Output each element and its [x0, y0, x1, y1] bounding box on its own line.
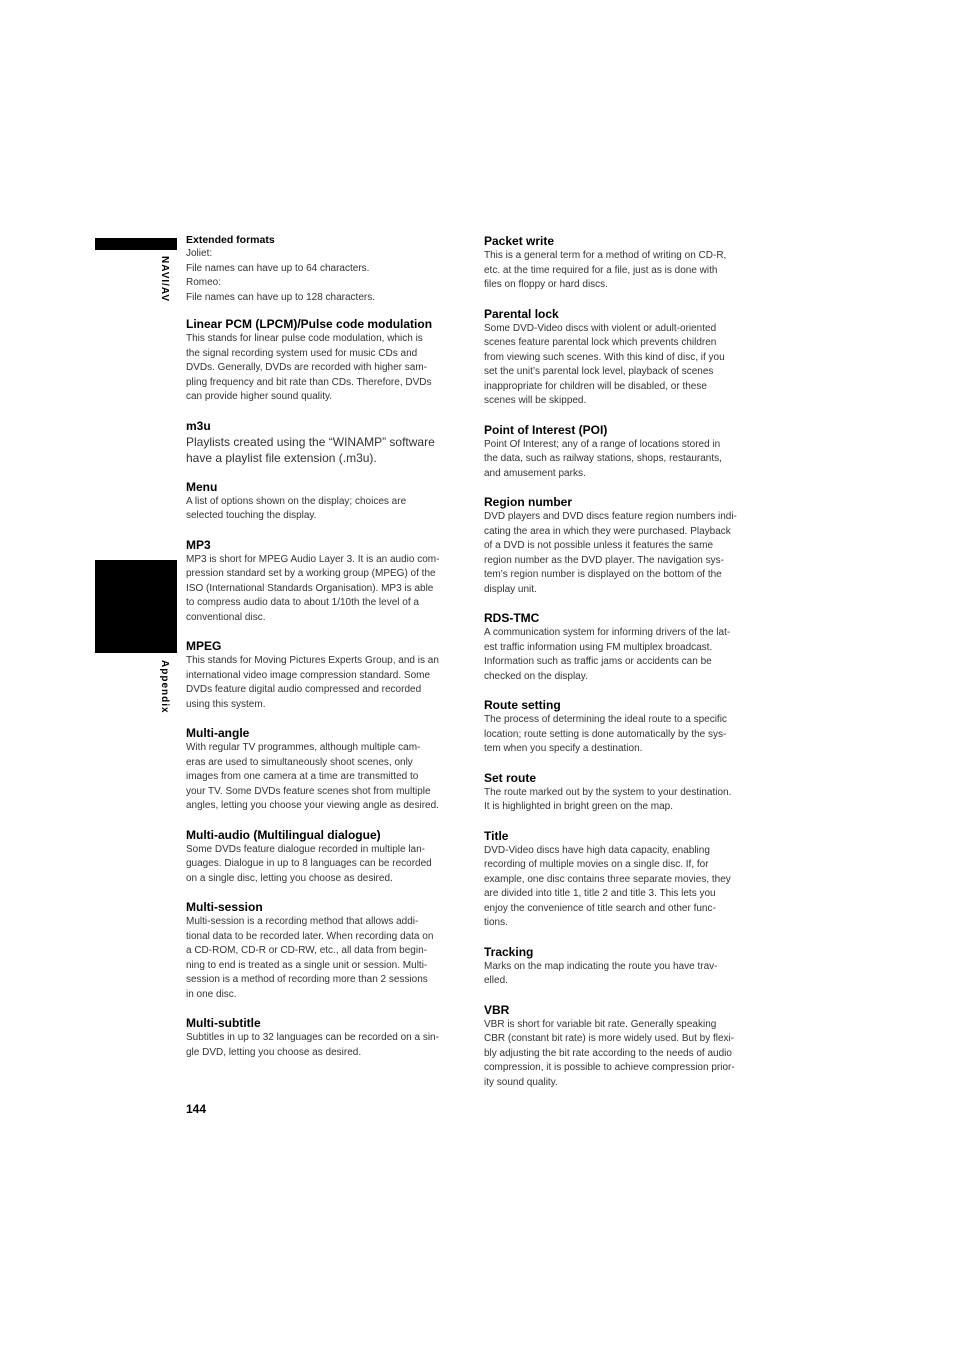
glossary-definition-line: cating the area in which they were purchased. Playback: [484, 525, 731, 537]
glossary-definition-line: are divided into title 1, title 2 and title 3. This lets you: [484, 888, 716, 899]
glossary-term: Title: [484, 828, 509, 843]
glossary-entry-vbr: [484, 1003, 762, 1091]
glossary-entry-menu: [186, 480, 464, 524]
glossary-entry-mpeg: [186, 639, 464, 712]
glossary-definition-line: a CD-ROM, CD-R or CD-RW, etc., all data from begin-: [186, 945, 427, 956]
glossary-definition-line: to compress audio data to about 1/10th the level of a: [186, 597, 419, 608]
glossary-definition-line: guages. Dialogue in up to 8 languages can be recorded: [186, 858, 432, 869]
glossary-definition-line: DVDs. Generally, DVDs are recorded with higher sam-: [186, 362, 428, 373]
glossary-definition-line: of a DVD is not possible unless it features the same: [484, 540, 714, 551]
glossary-definition-line: region number as the DVD player. The navigation sys-: [484, 554, 724, 566]
glossary-term: Multi-audio (Multilingual dialogue): [186, 827, 381, 842]
glossary-term: Route setting: [484, 698, 561, 712]
glossary-entry-title: [484, 829, 762, 931]
glossary-term: Set route: [484, 770, 537, 785]
glossary-definition-line: session is a method of recording more than 2 sessions: [186, 974, 428, 985]
glossary-definition-line: in one disc.: [186, 988, 237, 1000]
glossary-definition-line: compression, it is possible to achieve compression prior-: [484, 1062, 735, 1073]
glossary-term: Packet write: [484, 234, 555, 248]
glossary-entry-mp3: [186, 538, 464, 626]
glossary-definition-line: etc. at the time required for a file, just as is done with: [484, 264, 718, 276]
glossary-definition-line: gle DVD, letting you choose as desired.: [186, 1046, 362, 1058]
glossary-definition-line: With regular TV programmes, although multiple cam-: [186, 742, 421, 753]
glossary-definition-line: DVDs feature digital audio compressed and recorded: [186, 684, 422, 695]
glossary-definition-line: ity sound quality.: [484, 1076, 558, 1088]
glossary-entry-linear-pcm-lpcm-pulse-code-modulation: [186, 317, 464, 405]
glossary-definition-line: A communication system for informing drivers of the lat-: [484, 627, 731, 638]
appendix-tab-label: Appendix: [159, 660, 170, 714]
glossary-entry-route-setting: [484, 698, 762, 757]
glossary-term: Menu: [186, 479, 218, 494]
glossary-definition-line: Some DVDs feature dialogue recorded in multiple lan-: [186, 843, 426, 855]
glossary-definition-line: the data, such as railway stations, shops, restaurants,: [484, 453, 722, 464]
extended-formats-line: File names can have up to 64 characters.: [186, 262, 370, 274]
glossary-definition-line: have a playlist file extension (.m3u).: [186, 450, 377, 465]
glossary-term: Multi-angle: [186, 726, 250, 740]
glossary-definition-line: checked on the display.: [484, 670, 588, 682]
glossary-definition-line: using this system.: [186, 698, 266, 710]
glossary-definition-line: example, one disc contains three separate movies, they: [484, 873, 731, 885]
glossary-definition-line: est traffic information using FM multiplex broadcast.: [484, 641, 713, 653]
glossary-definition-line: The process of determining the ideal route to a specific: [484, 714, 727, 725]
glossary-term: VBR: [484, 1002, 510, 1017]
left-column: [186, 234, 464, 1074]
glossary-entry-tracking: [484, 945, 762, 989]
appendix-tab-bar: [95, 560, 177, 653]
glossary-definition-line: files on floppy or hard discs.: [484, 279, 608, 290]
glossary-entry-region-number: [484, 495, 762, 597]
glossary-definition-line: enjoy the convenience of title search and other func-: [484, 902, 716, 914]
page-number: 144: [186, 1102, 207, 1116]
glossary-definition-line: ning to end is treated as a single unit or session. Multi-: [186, 959, 428, 971]
glossary-entry-packet-write: [484, 234, 762, 293]
glossary-term: Multi-session: [186, 900, 263, 914]
glossary-definition-line: pression standard set by a working group (MPEG) of the: [186, 568, 436, 579]
extended-formats-line: Romeo:: [186, 277, 222, 288]
glossary-definition-line: eras are used to simultaneously shoot scenes, only: [186, 756, 413, 768]
right-glossary-list: [484, 234, 762, 1090]
glossary-definition-line: This is a general term for a method of writing on CD-R,: [484, 250, 727, 261]
glossary-definition-line: Marks on the map indicating the route you have trav-: [484, 960, 718, 972]
extended-formats-entry: [186, 234, 464, 305]
glossary-term: Region number: [484, 495, 573, 509]
glossary-definition-line: on a single disc, letting you choose as desired.: [186, 872, 393, 884]
glossary-definition-line: VBR is short for variable bit rate. Generally speaking: [484, 1018, 717, 1030]
extended-formats-line: File names can have up to 128 characters.: [186, 291, 375, 303]
glossary-term: Linear PCM (LPCM)/Pulse code modulation: [186, 317, 433, 331]
glossary-term: Point of Interest (POI): [484, 422, 608, 437]
glossary-definition-line: The route marked out by the system to your destination.: [484, 786, 732, 798]
glossary-term: MPEG: [186, 639, 222, 653]
glossary-definition-line: selected touching the display.: [186, 510, 317, 521]
glossary-definition-line: Some DVD-Video discs with violent or adult-oriented: [484, 322, 717, 334]
glossary-definition-line: the signal recording system used for music CDs and: [186, 347, 418, 359]
glossary-definition-line: tions.: [484, 917, 508, 928]
glossary-definition-line: can provide higher sound quality.: [186, 391, 333, 402]
glossary-term: Parental lock: [484, 306, 559, 321]
glossary-term: MP3: [186, 537, 211, 552]
glossary-definition-line: This stands for Moving Pictures Experts Group, and is an: [186, 655, 439, 666]
glossary-definition-line: Point Of Interest; any of a range of locations stored in: [484, 438, 721, 450]
glossary-entry-point-of-interest-poi: [484, 423, 762, 482]
glossary-entry-rds-tmc: [484, 611, 762, 684]
navi-av-tab-label: NAVI/AV: [159, 256, 170, 303]
navi-av-tab-bar: [95, 238, 177, 250]
right-column: [484, 234, 762, 1104]
glossary-definition-line: Multi-session is a recording method that allows addi-: [186, 916, 419, 927]
glossary-definition-line: pling frequency and bit rate than CDs. Therefore, DVDs: [186, 376, 432, 388]
glossary-definition-line: scenes will be skipped.: [484, 395, 587, 406]
glossary-entry-m3u: [186, 419, 464, 466]
glossary-definition-line: conventional disc.: [186, 611, 266, 623]
glossary-definition-line: This stands for linear pulse code modulation, which is: [186, 333, 423, 344]
glossary-definition-line: location; route setting is done automatically by the sys-: [484, 728, 727, 740]
glossary-definition-line: elled.: [484, 975, 508, 986]
glossary-definition-line: CBR (constant bit rate) is more widely used. But by flexi-: [484, 1033, 735, 1044]
glossary-entry-multi-subtitle: [186, 1016, 464, 1060]
glossary-entry-multi-audio-multilingual-dialogue: [186, 828, 464, 887]
glossary-definition-line: bly adjusting the bit rate according to the needs of audio: [484, 1047, 732, 1059]
glossary-term: Tracking: [484, 944, 534, 959]
glossary-entry-multi-session: [186, 900, 464, 1002]
glossary-definition-line: tem’s region number is displayed on the bottom of the: [484, 569, 722, 580]
glossary-definition-line: and amusement parks.: [484, 467, 586, 479]
extended-formats-line: Joliet:: [186, 248, 213, 259]
glossary-definition-line: Subtitles in up to 32 languages can be recorded on a sin-: [186, 1032, 439, 1043]
glossary-definition-line: Information such as traffic jams or accidents can be: [484, 656, 712, 667]
glossary-definition-line: images from one camera at a time are transmitted to: [186, 771, 419, 782]
glossary-definition-line: A list of options shown on the display; choices are: [186, 495, 407, 507]
glossary-term: m3u: [186, 418, 211, 433]
glossary-definition-line: recording of multiple movies on a single disc. If, for: [484, 859, 709, 870]
glossary-definition-line: scenes feature parental lock which prevents children: [484, 337, 717, 348]
glossary-definition-line: Playlists created using the “WINAMP” software: [186, 434, 435, 449]
glossary-definition-line: ISO (International Standards Organisation). MP3 is able: [186, 582, 434, 594]
glossary-definition-line: tem when you specify a destination.: [484, 743, 643, 754]
glossary-definition-line: MP3 is short for MPEG Audio Layer 3. It is an audio com-: [186, 553, 440, 565]
glossary-term: Multi-subtitle: [186, 1016, 261, 1030]
glossary-definition-line: inappropriate for children will be disabled, or these: [484, 380, 707, 392]
glossary-definition-line: your TV. Some DVDs feature scenes shot from multiple: [186, 785, 431, 797]
glossary-definition-line: from viewing such scenes. With this kind of disc, if you: [484, 351, 725, 363]
left-glossary-list: [186, 317, 464, 1060]
glossary-definition-line: DVD players and DVD discs feature region numbers indi-: [484, 511, 737, 522]
glossary-definition-line: It is highlighted in bright green on the map.: [484, 801, 674, 812]
glossary-term: RDS-TMC: [484, 611, 540, 625]
glossary-definition-line: angles, letting you choose your viewing angle as desired.: [186, 800, 439, 811]
glossary-definition-line: DVD-Video discs have high data capacity, enabling: [484, 844, 710, 856]
glossary-definition-line: display unit.: [484, 583, 537, 595]
glossary-entry-parental-lock: [484, 307, 762, 409]
glossary-definition-line: international video image compression standard. Some: [186, 669, 431, 681]
glossary-entry-set-route: [484, 771, 762, 815]
glossary-entry-multi-angle: [186, 726, 464, 814]
extended-formats-title: Extended formats: [186, 234, 275, 246]
glossary-definition-line: tional data to be recorded later. When recording data on: [186, 930, 434, 942]
glossary-definition-line: set the unit’s parental lock level, playback of scenes: [484, 366, 714, 377]
